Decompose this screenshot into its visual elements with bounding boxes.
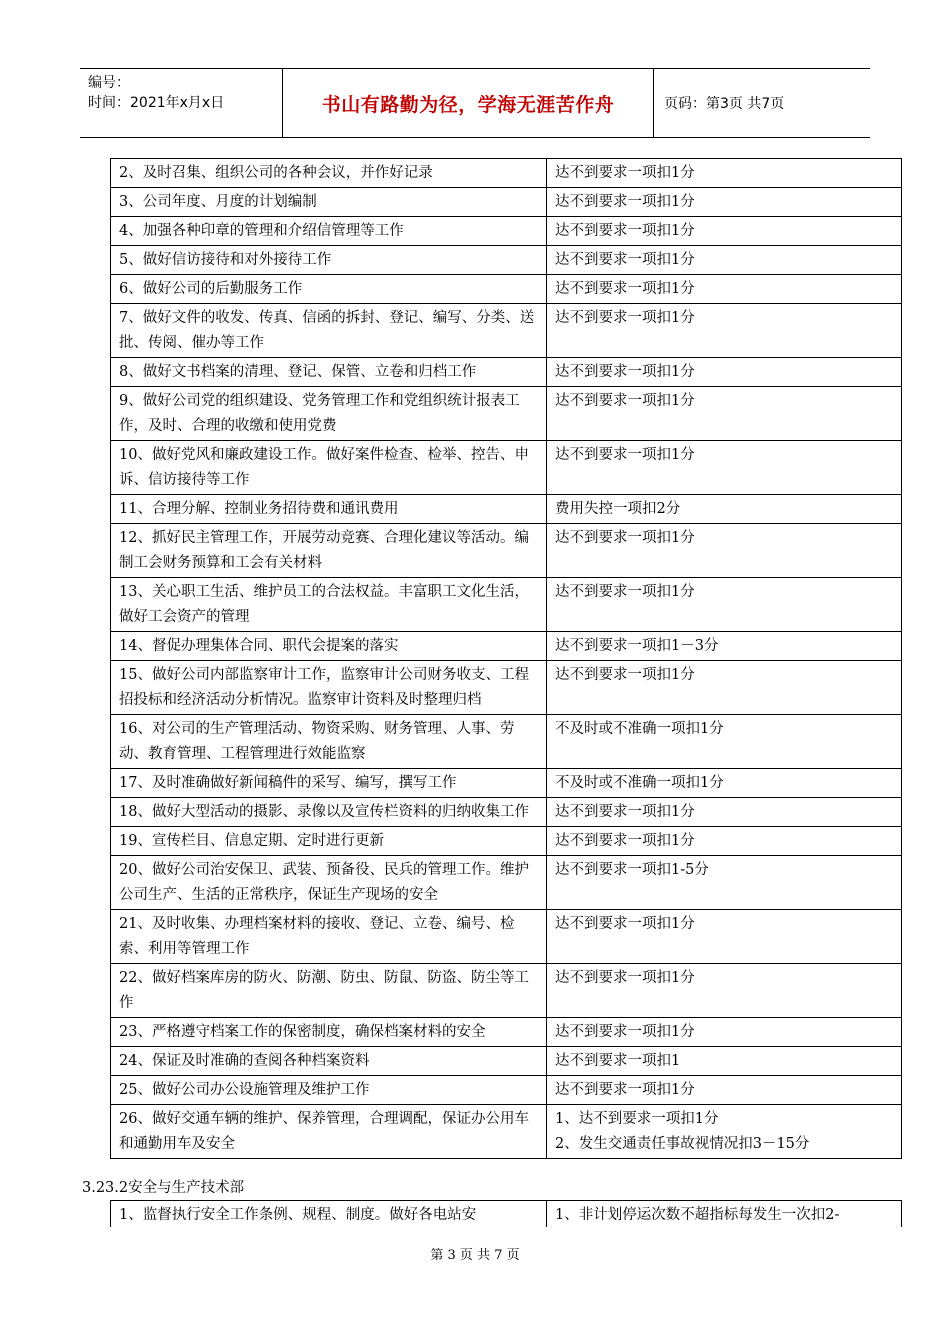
criteria-cell: 达不到要求一项扣1分 bbox=[547, 1076, 902, 1105]
task-cell: 8、做好文书档案的清理、登记、保管、立卷和归档工作 bbox=[111, 358, 547, 387]
criteria-cell: 达不到要求一项扣1 bbox=[547, 1047, 902, 1076]
header-page-number: 页码：第3页 共7页 bbox=[664, 96, 785, 112]
page-footer: 第 3 页 共 7 页 bbox=[430, 1248, 520, 1263]
task-cell: 3、公司年度、月度的计划编制 bbox=[111, 188, 547, 217]
criteria-cell: 达不到要求一项扣1分 bbox=[547, 188, 902, 217]
safety-table bbox=[110, 1200, 902, 1227]
table-row bbox=[111, 661, 902, 715]
table-row bbox=[111, 441, 902, 495]
criteria-cell: 达不到要求一项扣1分 bbox=[547, 441, 902, 495]
table-row bbox=[111, 827, 902, 856]
criteria-cell: 达不到要求一项扣1分 bbox=[547, 159, 902, 188]
table-row bbox=[111, 856, 902, 910]
document-time-label: 时间：2021年x月x日 bbox=[88, 95, 225, 111]
task-cell: 2、及时召集、组织公司的各种会议，并作好记录 bbox=[111, 159, 547, 188]
task-cell: 15、做好公司内部监察审计工作，监察审计公司财务收支、工程招投标和经济活动分析情况。监察审计资料及时整理归档 bbox=[111, 661, 547, 715]
task-cell: 1、监督执行安全工作条例、规程、制度。做好各电站安 bbox=[111, 1201, 547, 1228]
criteria-cell: 达不到要求一项扣1分 bbox=[547, 578, 902, 632]
criteria-cell: 达不到要求一项扣1分 bbox=[547, 798, 902, 827]
task-cell: 18、做好大型活动的摄影、录像以及宣传栏资料的归纳收集工作 bbox=[111, 798, 547, 827]
section-title: 3.23.2安全与生产技术部 bbox=[82, 1180, 245, 1196]
table-row bbox=[111, 1018, 902, 1047]
table-row bbox=[111, 524, 902, 578]
table-row bbox=[111, 578, 902, 632]
table-row bbox=[111, 304, 902, 358]
table-row bbox=[111, 769, 902, 798]
table-row bbox=[111, 275, 902, 304]
table-row bbox=[111, 1047, 902, 1076]
assessment-table bbox=[110, 158, 902, 1159]
task-cell: 7、做好文件的收发、传真、信函的拆封、登记、编写、分类、送批、传阅、催办等工作 bbox=[111, 304, 547, 358]
criteria-cell: 费用失控一项扣2分 bbox=[547, 495, 902, 524]
task-cell: 6、做好公司的后勤服务工作 bbox=[111, 275, 547, 304]
criteria-cell: 达不到要求一项扣1分 bbox=[547, 358, 902, 387]
task-cell: 5、做好信访接待和对外接待工作 bbox=[111, 246, 547, 275]
task-cell: 9、做好公司党的组织建设、党务管理工作和党组织统计报表工作，及时、合理的收缴和使用党费 bbox=[111, 387, 547, 441]
page-header bbox=[80, 68, 870, 138]
criteria-cell: 达不到要求一项扣1-5分 bbox=[547, 856, 902, 910]
table-row bbox=[111, 798, 902, 827]
criteria-cell: 达不到要求一项扣1分 bbox=[547, 387, 902, 441]
task-cell: 21、及时收集、办理档案材料的接收、登记、立卷、编号、检索、利用等管理工作 bbox=[111, 910, 547, 964]
criteria-cell: 达不到要求一项扣1分 bbox=[547, 1018, 902, 1047]
criteria-cell: 达不到要求一项扣1分 bbox=[547, 661, 902, 715]
table-row bbox=[111, 632, 902, 661]
task-cell: 23、严格遵守档案工作的保密制度，确保档案材料的安全 bbox=[111, 1018, 547, 1047]
task-cell: 13、关心职工生活、维护员工的合法权益。丰富职工文化生活，做好工会资产的管理 bbox=[111, 578, 547, 632]
header-meta bbox=[80, 69, 283, 137]
criteria-cell: 达不到要求一项扣1分 bbox=[547, 217, 902, 246]
criteria-cell: 不及时或不准确一项扣1分 bbox=[547, 769, 902, 798]
table-row bbox=[111, 1201, 902, 1228]
task-cell: 24、保证及时准确的查阅各种档案资料 bbox=[111, 1047, 547, 1076]
criteria-cell: 1、达不到要求一项扣1分 2、发生交通责任事故视情况扣3－15分 bbox=[547, 1105, 902, 1159]
task-cell: 14、督促办理集体合同、职代会提案的落实 bbox=[111, 632, 547, 661]
table-row bbox=[111, 1076, 902, 1105]
task-cell: 4、加强各种印章的管理和介绍信管理等工作 bbox=[111, 217, 547, 246]
table-row bbox=[111, 358, 902, 387]
table-row bbox=[111, 910, 902, 964]
criteria-cell: 达不到要求一项扣1分 bbox=[547, 964, 902, 1018]
assessment-table-body bbox=[111, 159, 902, 1159]
table-row bbox=[111, 387, 902, 441]
task-cell: 12、抓好民主管理工作，开展劳动竞赛、合理化建议等活动。编制工会财务预算和工会有关材料 bbox=[111, 524, 547, 578]
task-cell: 16、对公司的生产管理活动、物资采购、财务管理、人事、劳动、教育管理、工程管理进行效能监察 bbox=[111, 715, 547, 769]
table-row bbox=[111, 159, 902, 188]
table-row bbox=[111, 715, 902, 769]
criteria-cell: 达不到要求一项扣1分 bbox=[547, 275, 902, 304]
criteria-cell: 1、非计划停运次数不超指标每发生一次扣2- bbox=[547, 1201, 902, 1228]
task-cell: 11、合理分解、控制业务招待费和通讯费用 bbox=[111, 495, 547, 524]
criteria-cell: 达不到要求一项扣1分 bbox=[547, 524, 902, 578]
document-number-label: 编号： bbox=[88, 75, 130, 91]
table-row bbox=[111, 495, 902, 524]
header-motto: 书山有路勤为径，学海无涯苦作舟 bbox=[283, 69, 654, 137]
task-cell: 17、及时准确做好新闻稿件的采写、编写，撰写工作 bbox=[111, 769, 547, 798]
criteria-cell: 达不到要求一项扣1分 bbox=[547, 827, 902, 856]
task-cell: 20、做好公司治安保卫、武装、预备役、民兵的管理工作。维护公司生产、生活的正常秩序，保证生产现场的安全 bbox=[111, 856, 547, 910]
task-cell: 10、做好党风和廉政建设工作。做好案件检查、检举、控告、申诉、信访接待等工作 bbox=[111, 441, 547, 495]
table-row bbox=[111, 217, 902, 246]
criteria-cell: 达不到要求一项扣1分 bbox=[547, 246, 902, 275]
task-cell: 19、宣传栏目、信息定期、定时进行更新 bbox=[111, 827, 547, 856]
table-row bbox=[111, 188, 902, 217]
task-cell: 25、做好公司办公设施管理及维护工作 bbox=[111, 1076, 547, 1105]
table-row bbox=[111, 964, 902, 1018]
criteria-cell: 达不到要求一项扣1分 bbox=[547, 910, 902, 964]
table-row bbox=[111, 246, 902, 275]
table-row bbox=[111, 1105, 902, 1159]
criteria-cell: 达不到要求一项扣1分 bbox=[547, 304, 902, 358]
criteria-cell: 达不到要求一项扣1－3分 bbox=[547, 632, 902, 661]
criteria-cell: 不及时或不准确一项扣1分 bbox=[547, 715, 902, 769]
task-cell: 26、做好交通车辆的维护、保养管理，合理调配，保证办公用车和通勤用车及安全 bbox=[111, 1105, 547, 1159]
task-cell: 22、做好档案库房的防火、防潮、防虫、防鼠、防盗、防尘等工作 bbox=[111, 964, 547, 1018]
